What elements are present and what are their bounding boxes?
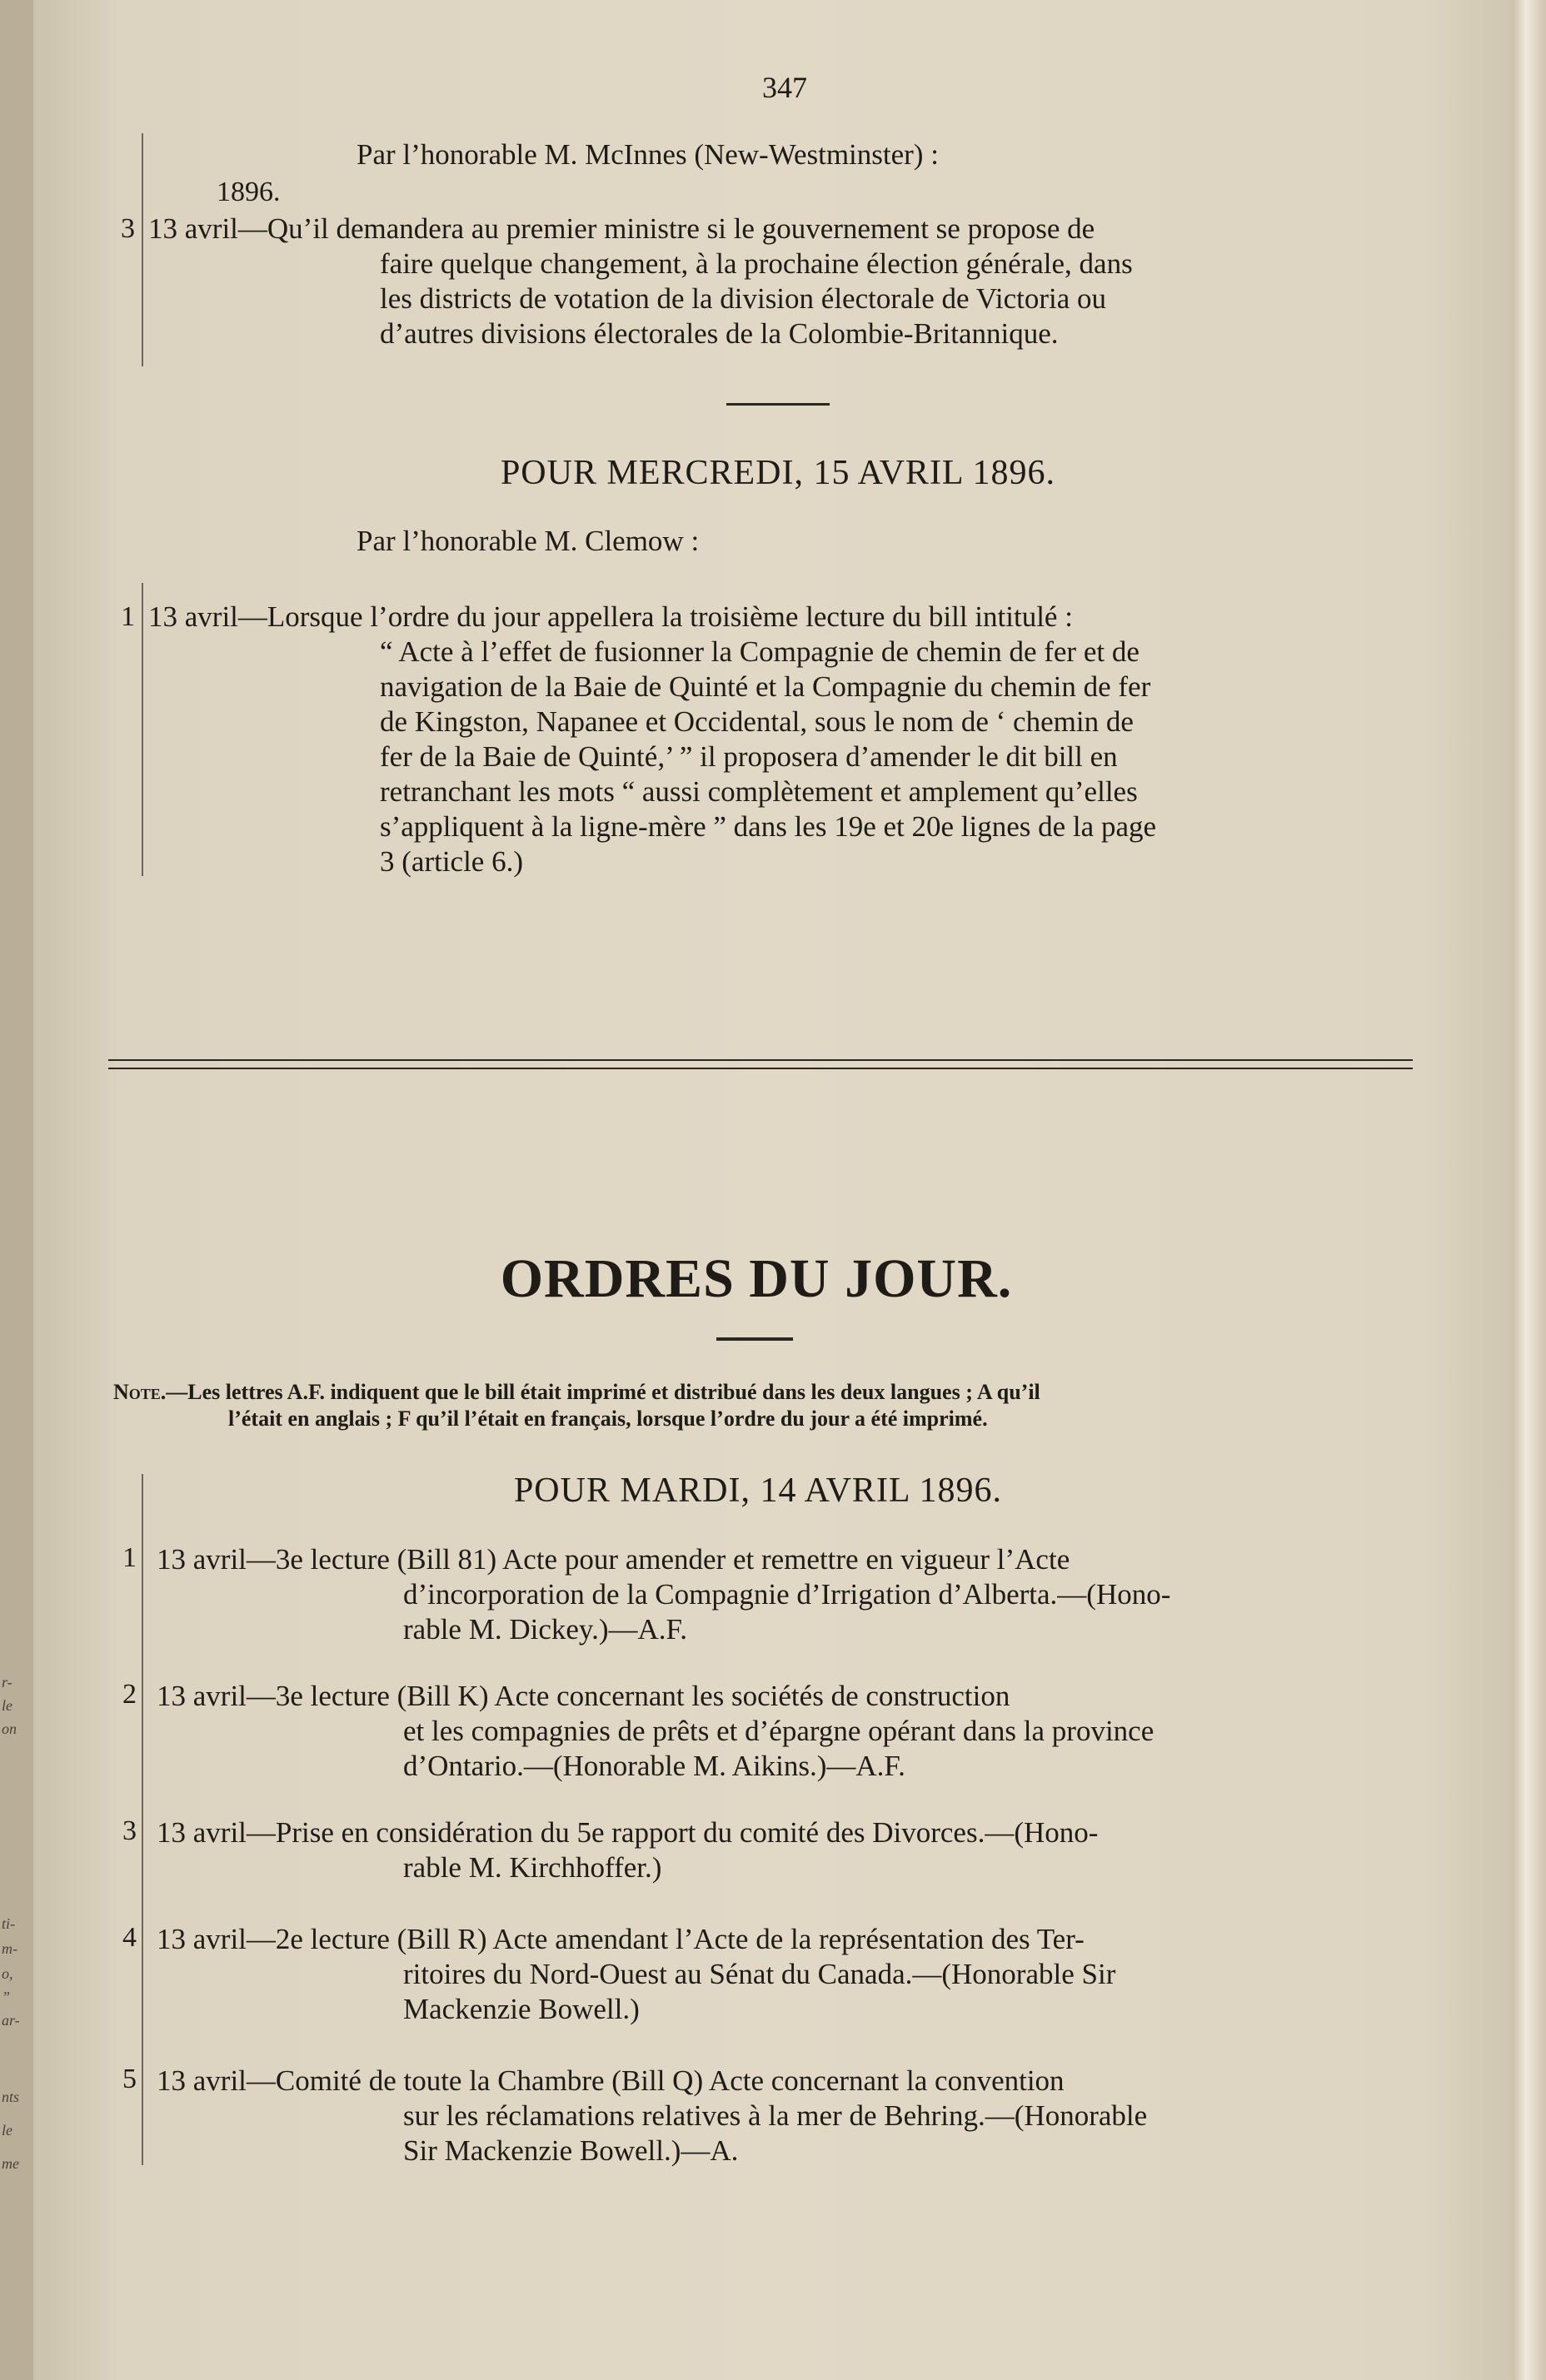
document-page: [33, 0, 1513, 2380]
margin-fragment: on: [2, 1720, 17, 1737]
order-line: 13 avril—Prise en considération du 5e rapport du comité des Divorces.—(Hono-: [157, 1816, 1099, 1849]
motion-author: Par l’honorable M. McInnes (New-Westminster) :: [357, 138, 939, 171]
order-number: 3: [122, 1815, 137, 1846]
margin-fragment: nts: [2, 2089, 20, 2105]
short-divider: [726, 403, 830, 406]
margin-fragment: r-: [2, 1674, 12, 1690]
motion-line: de Kingston, Napanee et Occidental, sous le nom de ‘ chemin de: [380, 705, 1134, 738]
order-line: 13 avril—3e lecture (Bill 81) Acte pour amender et remettre en vigueur l’Acte: [157, 1543, 1070, 1576]
margin-fragment: o,: [2, 1965, 13, 1982]
order-line: 13 avril—3e lecture (Bill K) Acte concernant les sociétés de construction: [157, 1680, 1010, 1712]
section-title-wednesday: POUR MERCREDI, 15 AVRIL 1896.: [500, 454, 1056, 492]
order-line: 13 avril—Comité de toute la Chambre (Bill Q) Acte concernant la convention: [157, 2064, 1065, 2097]
order-line: et les compagnies de prêts et d’épargne opérant dans la province: [403, 1715, 1155, 1747]
order-line: sur les réclamations relatives à la mer de Behring.—(Honorable: [403, 2099, 1148, 2132]
motion-number: 3: [121, 213, 135, 244]
motion-line: 13 avril—Lorsque l’ordre du jour appellera la troisième lecture du bill intitulé :: [148, 600, 1073, 633]
order-item: [157, 1679, 1456, 1784]
order-line: rable M. Kirchhoffer.): [403, 1851, 662, 1884]
motion-line: 3 (article 6.): [380, 845, 523, 878]
motion-author: Par l’honorable M. Clemow :: [357, 525, 700, 557]
margin-fragment: ti-: [2, 1915, 15, 1932]
margin-rule: [142, 133, 143, 366]
motion-line: retranchant les mots “ aussi complètement et amplement qu’elles: [380, 775, 1138, 808]
order-number: 4: [122, 1922, 137, 1953]
motion-line: s’appliquent à la ligne-mère ” dans les 19e et 20e lignes de la page: [380, 810, 1157, 843]
motion-line: les districts de votation de la division électorale de Victoria ou: [380, 282, 1107, 315]
short-divider: [716, 1337, 793, 1341]
order-line: 13 avril—2e lecture (Bill R) Acte amendant l’Acte de la représentation des Ter-: [157, 1923, 1085, 1955]
note-line: —Les lettres A.F. indiquent que le bill était imprimé et distribué dans les deux langues ; A qu’il: [166, 1380, 1040, 1404]
margin-fragment: le: [2, 2122, 12, 2139]
order-item: [157, 1815, 1456, 1885]
margin-fragment: ”: [2, 1989, 11, 2005]
motion-line: 13 avril—Qu’il demandera au premier ministre si le gouvernement se propose de: [148, 212, 1095, 245]
order-line: Mackenzie Bowell.): [403, 1993, 640, 2025]
motion-line: faire quelque changement, à la prochaine élection générale, dans: [380, 247, 1133, 280]
note: [113, 1379, 1446, 1432]
margin-fragment: le: [2, 1697, 12, 1714]
order-item: [157, 1922, 1456, 2027]
order-line: d’Ontario.—(Honorable M. Aikins.)—A.F.: [403, 1750, 905, 1782]
order-number: 2: [122, 1679, 137, 1710]
page-number: 347: [762, 71, 807, 104]
motion-line: navigation de la Baie de Quinté et la Compagnie du chemin de fer: [380, 670, 1151, 703]
order-line: ritoires du Nord-Ouest au Sénat du Canada.—(Honorable Sir: [403, 1958, 1116, 1990]
note-lead: Note.: [113, 1380, 167, 1404]
section-title-tuesday: POUR MARDI, 14 AVRIL 1896.: [513, 1471, 1003, 1510]
order-item: [157, 1542, 1456, 1647]
order-line: rable M. Dickey.)—A.F.: [403, 1613, 687, 1646]
margin-fragment: ar-: [2, 2012, 20, 2029]
motion-number: 1: [121, 601, 135, 632]
order-number: 1: [122, 1542, 137, 1573]
order-line: d’incorporation de la Compagnie d’Irrigation d’Alberta.—(Hono-: [403, 1578, 1171, 1611]
order-item: [157, 2064, 1456, 2168]
right-page-edge: [1513, 0, 1546, 2380]
motion-line: d’autres divisions électorales de la Colombie-Britannique.: [380, 317, 1059, 350]
motion-text: [148, 212, 1448, 351]
margin-fragment: m-: [2, 1940, 17, 1957]
motion-line: “ Acte à l’effet de fusionner la Compagnie de chemin de fer et de: [380, 635, 1140, 668]
order-line: Sir Mackenzie Bowell.)—A.: [403, 2134, 739, 2167]
order-number: 5: [122, 2064, 137, 2094]
motion-year: 1896.: [217, 177, 281, 207]
note-line: l’était en anglais ; F qu’il l’était en français, lorsque l’ordre du jour a été imprimé.: [228, 1407, 988, 1431]
double-rule-top: [108, 1059, 1413, 1061]
margin-rule: [142, 583, 143, 876]
motion-line: fer de la Baie de Quinté,’ ” il proposera d’amender le dit bill en: [380, 740, 1118, 773]
margin-fragment: me: [2, 2155, 19, 2172]
left-page-edge: [0, 0, 33, 2380]
margin-rule: [142, 1474, 143, 2165]
motion-text: [148, 600, 1448, 879]
orders-title: ORDRES DU JOUR.: [500, 1248, 1013, 1309]
double-rule-bottom: [108, 1068, 1413, 1069]
